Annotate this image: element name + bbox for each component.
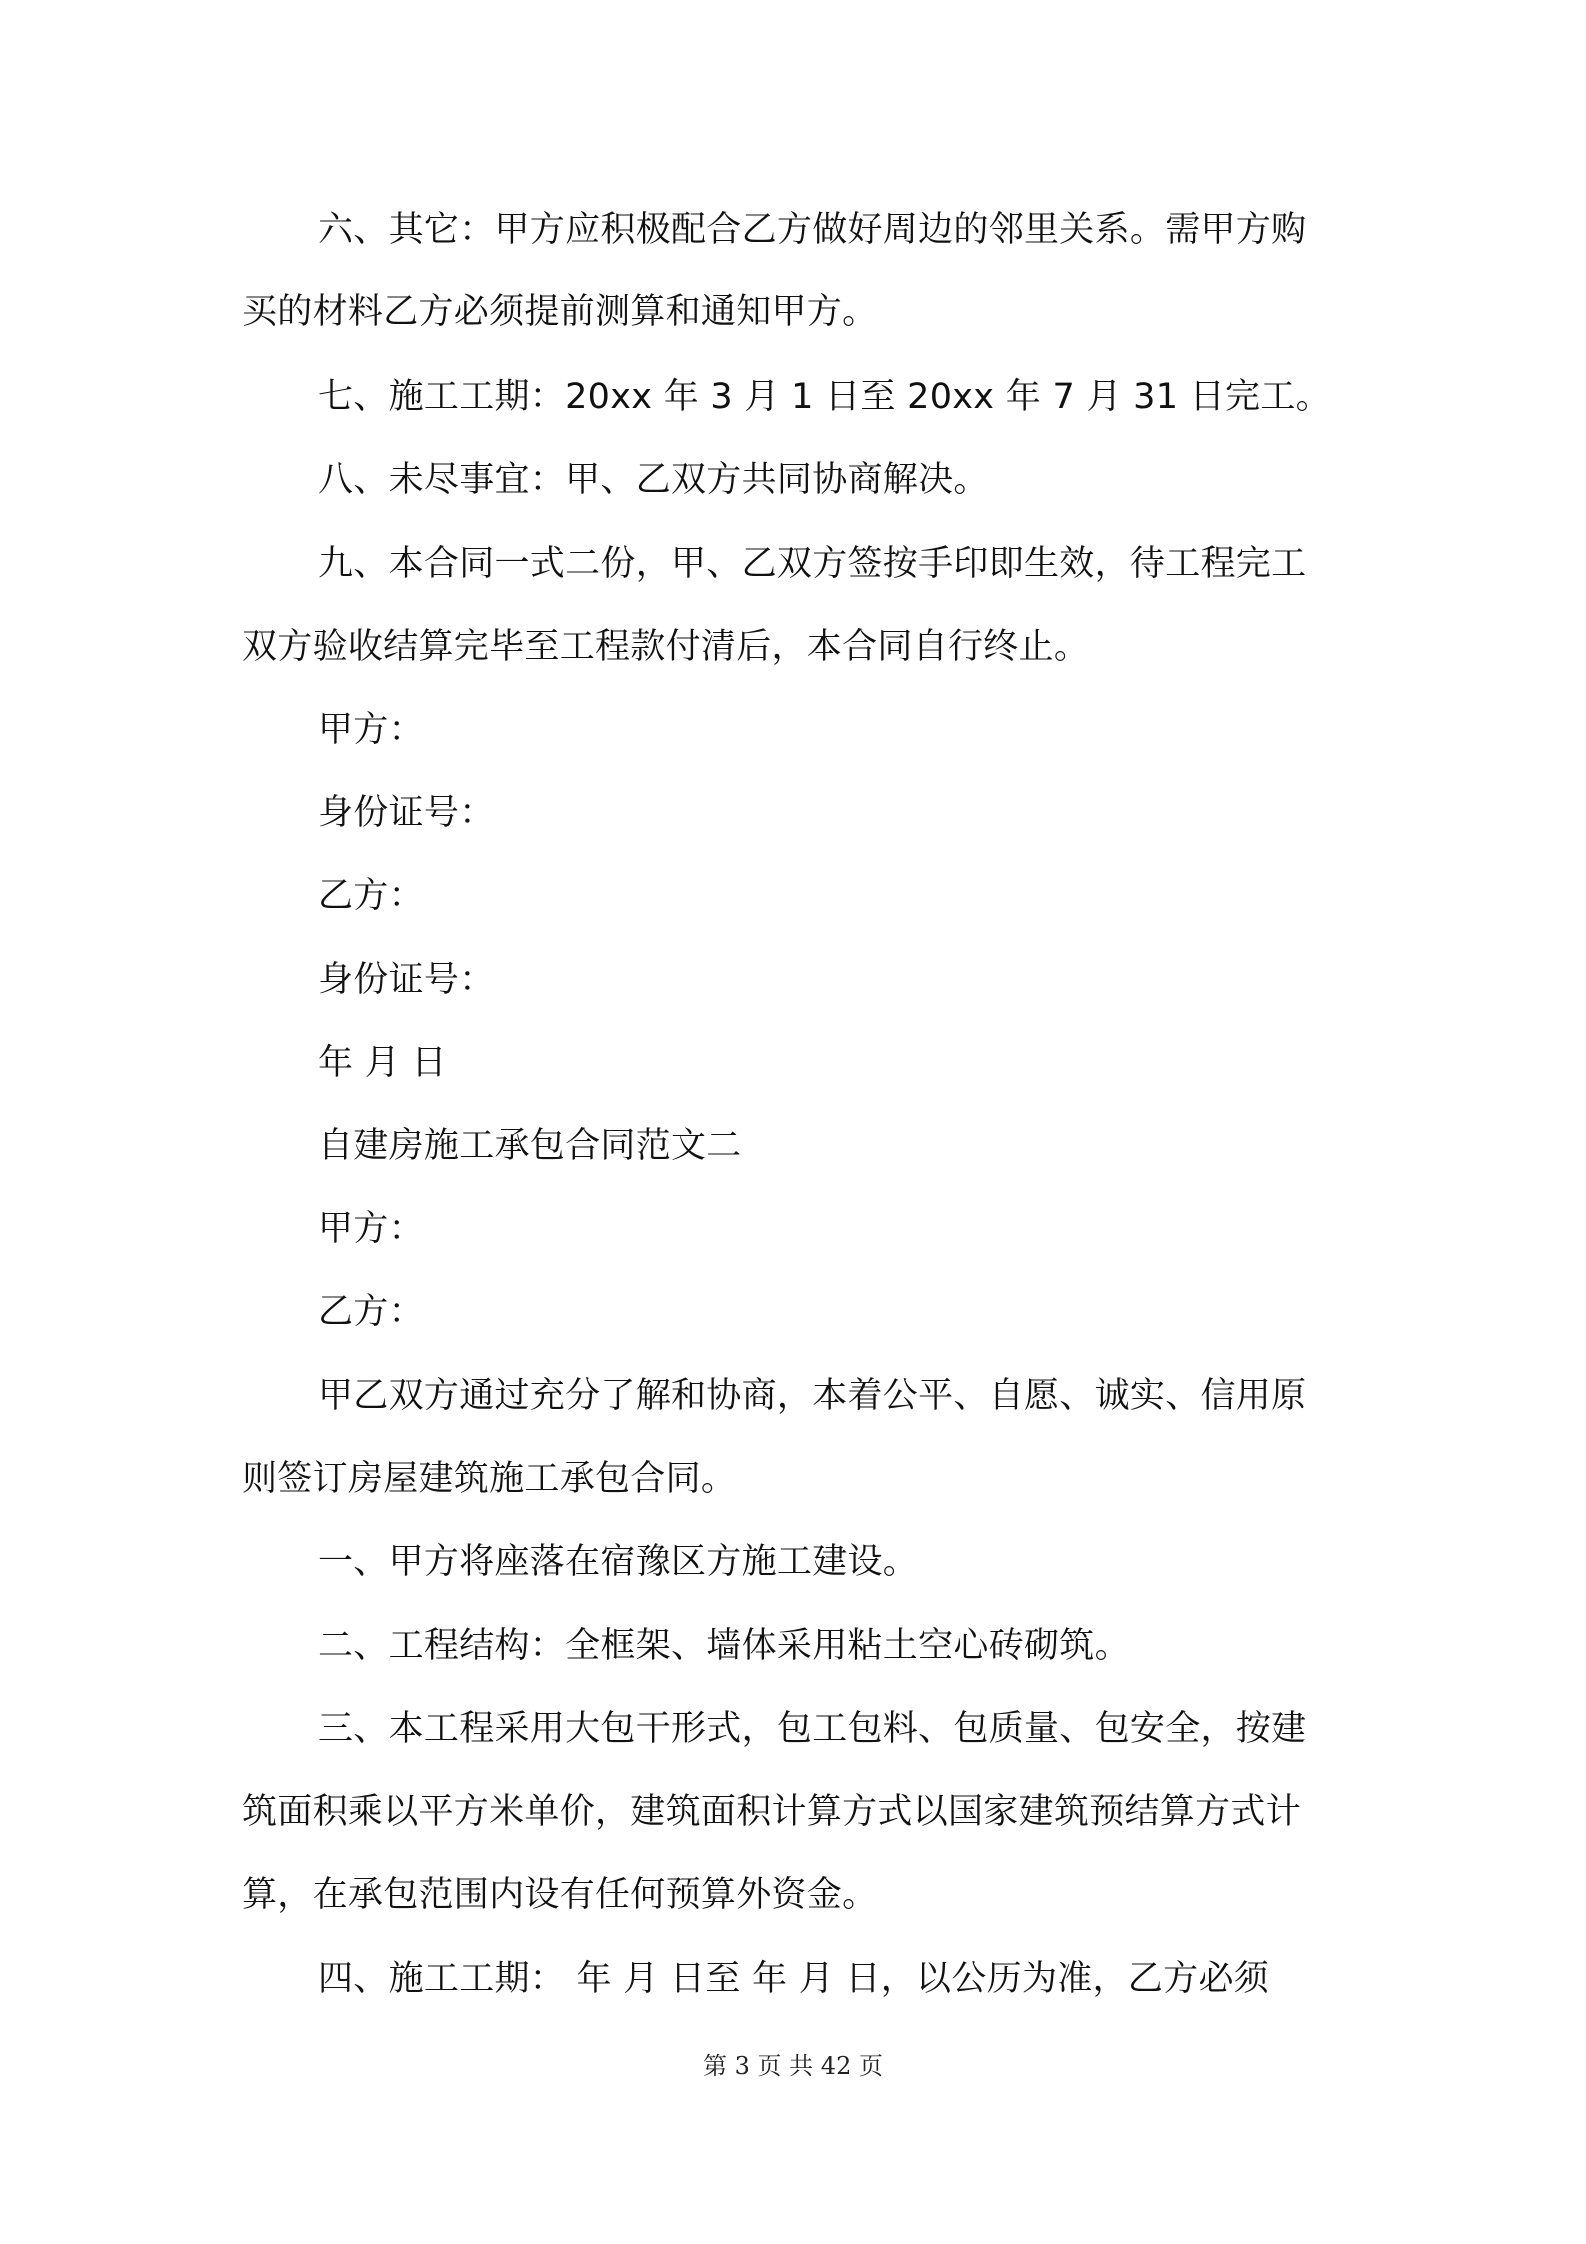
text-line: 算，在承包范围内设有任何预算外资金。: [242, 1875, 878, 1915]
text-line: 筑面积乘以平方米单价，建筑面积计算方式以国家建筑预结算方式计: [242, 1792, 1302, 1832]
page-number-footer: 第 3 页 共 42 页: [703, 2052, 883, 2080]
text-line: 一、甲方将座落在宿豫区方施工建设。: [318, 1542, 919, 1582]
text-line: 八、未尽事宜：甲、乙双方共同协商解决。: [318, 460, 989, 500]
party-a-label: 甲方：: [318, 1209, 424, 1249]
text-line: 六、其它：甲方应积极配合乙方做好周边的邻里关系。需甲方购: [318, 210, 1307, 250]
text-line: 三、本工程采用大包干形式，包工包料、包质量、包安全，按建: [318, 1709, 1307, 1749]
date-line: 年 月 日: [318, 1043, 447, 1083]
text-line: 九、本合同一式二份，甲、乙双方签按手印即生效，待工程完工: [318, 544, 1307, 584]
party-a-label: 甲方：: [318, 710, 424, 750]
party-b-label: 乙方：: [318, 876, 424, 916]
text-line: 二、工程结构：全框架、墙体采用粘土空心砖砌筑。: [318, 1626, 1130, 1666]
id-number-label: 身份证号：: [318, 793, 495, 833]
section-title: 自建房施工承包合同范文二: [318, 1126, 742, 1166]
text-line: 买的材料乙方必须提前测算和通知甲方。: [242, 292, 878, 332]
text-line: 四、施工工期： 年 月 日至 年 月 日，以公历为准，乙方必须: [318, 1959, 1270, 1999]
id-number-label: 身份证号：: [318, 960, 495, 1000]
text-line: 七、施工工期：20xx 年 3 月 1 日至 20xx 年 7 月 31 日完工。: [318, 377, 1331, 417]
text-line: 甲乙双方通过充分了解和协商，本着公平、自愿、诚实、信用原: [318, 1376, 1307, 1416]
text-line: 双方验收结算完毕至工程款付清后，本合同自行终止。: [242, 627, 1090, 667]
text-line: 则签订房屋建筑施工承包合同。: [242, 1459, 737, 1499]
party-b-label: 乙方：: [318, 1292, 424, 1332]
